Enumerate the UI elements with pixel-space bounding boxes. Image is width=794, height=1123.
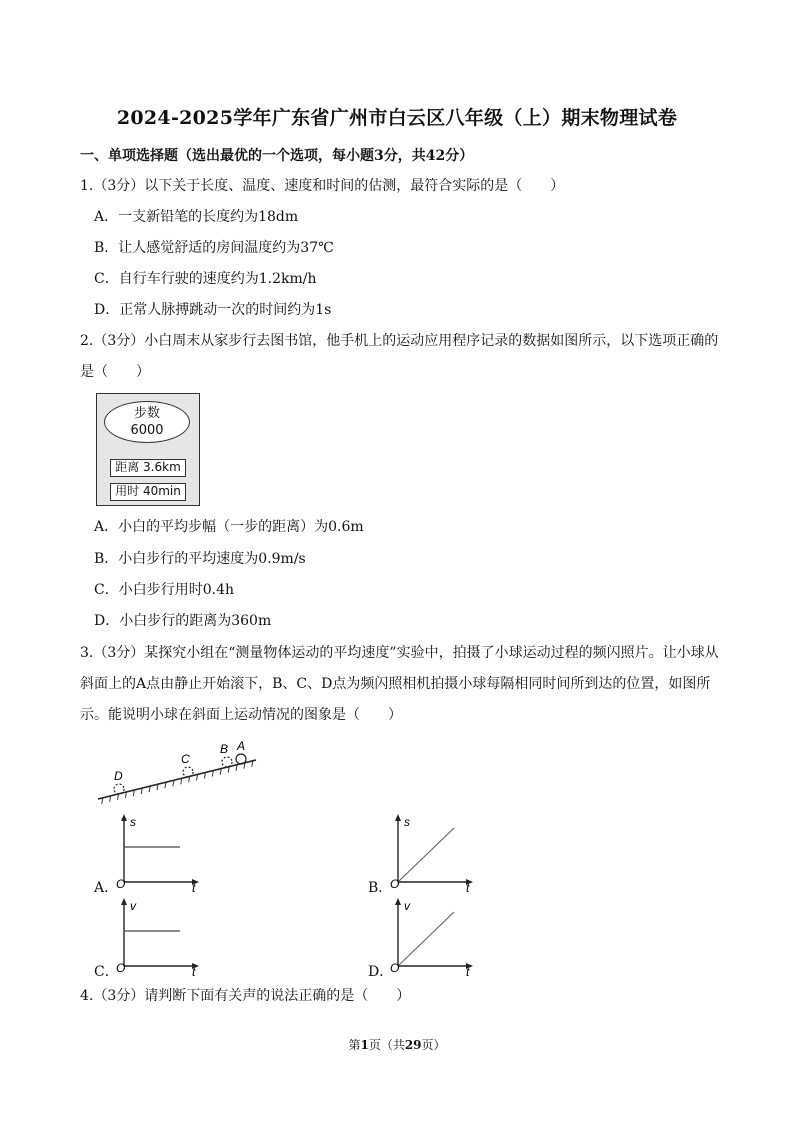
graph-d-x-label: t — [466, 965, 470, 978]
question-1-option-b: B．让人感觉舒适的房间温度约为37℃ — [94, 240, 334, 256]
point-label-b: B — [220, 742, 229, 756]
question-1-option-c: C．自行车行驶的速度约为1.2km/h — [94, 271, 317, 287]
ball-b — [220, 742, 232, 767]
graph-b-origin: O — [390, 877, 400, 891]
question-1-option-a: A．一支新铅笔的长度约为18dm — [94, 209, 299, 225]
graph-c-letter: C． — [94, 964, 119, 980]
graph-d-y-label: v — [404, 899, 410, 913]
fitness-app-figure — [96, 393, 200, 506]
steps-oval — [104, 401, 190, 443]
page-title: 2024-2025学年广东省广州市白云区八年级（上）期末物理试卷 — [116, 107, 678, 129]
point-label-a: A — [237, 739, 246, 753]
point-label-c: C — [181, 752, 190, 766]
graph-c-y-label: v — [130, 899, 136, 913]
question-1-stem: 1.（3分）以下关于长度、温度、速度和时间的估测，最符合实际的是（ ） — [80, 178, 565, 194]
section-heading: 一、单项选择题（选出最优的一个选项，每小题3分，共42分） — [80, 148, 474, 164]
footer-prefix: 第 — [348, 1038, 361, 1052]
question-2-option-a: A．小白的平均步幅（一步的距离）为0.6m — [94, 519, 364, 535]
incline-figure — [94, 735, 260, 805]
graph-c — [112, 896, 202, 978]
graph-d — [386, 896, 476, 978]
graph-c-x-label: t — [192, 965, 196, 978]
question-3-stem: 3.（3分）某探究小组在“测量物体运动的平均速度”实验中，拍摄了小球运动过程的频闪照片。让小球从斜面上的A点由静止开始滚下，B、C、D点为频闪照相机拍摄小球每隔相同时间所到达的位置，如图所示。能说明小球在斜面上运动情况的图象是（ ） — [80, 645, 719, 723]
question-2-stem-line1: 2.（3分）小白周末从家步行去图书馆，他手机上的运动应用程序记录的数据如图所示，以下选项正确的 — [80, 333, 719, 349]
question-2-stem-line2: 是（ ） — [80, 364, 150, 380]
graph-a-letter: A． — [94, 880, 119, 896]
graph-d-letter: D． — [368, 964, 394, 980]
point-label-d: D — [114, 769, 123, 783]
footer-suffix: 页） — [421, 1038, 446, 1052]
graph-c-origin: O — [116, 961, 126, 975]
graph-a-origin: O — [116, 877, 126, 891]
ball-a — [236, 739, 246, 764]
graph-d-origin: O — [390, 961, 400, 975]
question-4-stem: 4.（3分）请判断下面有关声的说法正确的是（ ） — [80, 988, 411, 1004]
time-box: 用时 40min — [110, 483, 186, 501]
question-2-option-c: C．小白步行用时0.4h — [94, 582, 234, 598]
footer-total-pages: 29 — [404, 1038, 422, 1052]
graph-a-y-label: s — [130, 815, 136, 829]
page-footer — [0, 1036, 794, 1053]
graph-a — [112, 812, 202, 894]
ball-d — [114, 769, 124, 794]
graph-b-letter: B． — [368, 880, 393, 896]
graph-a-x-label: t — [192, 881, 196, 894]
graph-b-x-label: t — [466, 881, 470, 894]
question-1-option-d: D．正常人脉搏跳动一次的时间约为1s — [94, 302, 332, 318]
footer-mid: 页（共 — [368, 1038, 405, 1052]
graph-b — [386, 812, 476, 894]
question-2-option-d: D．小白步行的距离为360m — [94, 613, 272, 629]
graph-b-y-label: s — [404, 815, 410, 829]
question-2-option-b: B．小白步行的平均速度为0.9m/s — [94, 551, 306, 567]
distance-box: 距离 3.6km — [110, 459, 186, 477]
footer-page-number: 1 — [360, 1038, 369, 1052]
ball-c — [181, 752, 193, 777]
steps-value: 6000 — [130, 423, 164, 438]
steps-label: 步数 — [133, 406, 160, 421]
